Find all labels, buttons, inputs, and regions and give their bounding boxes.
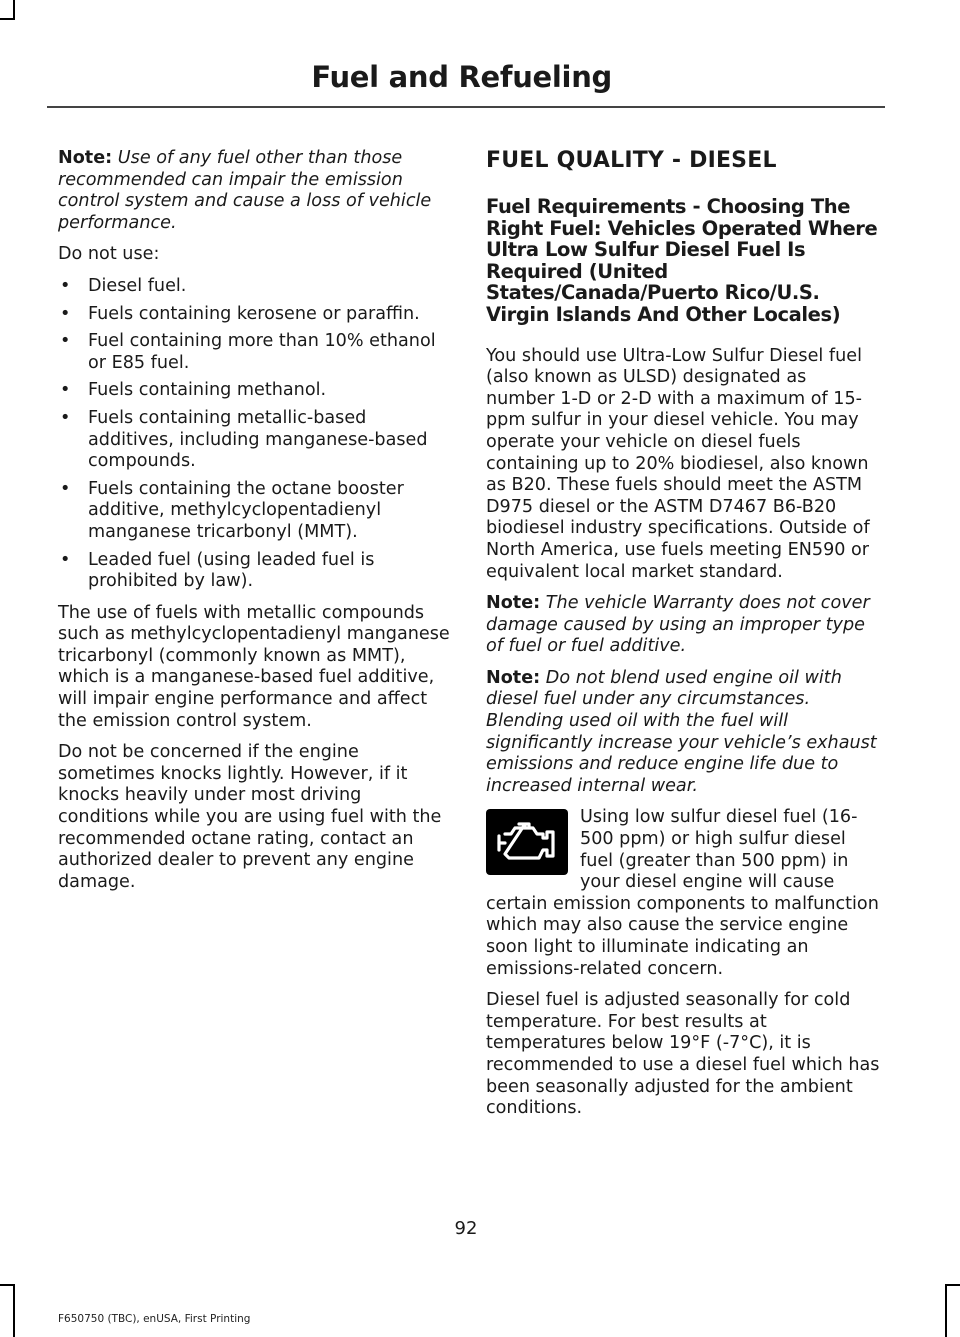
note-paragraph	[486, 593, 880, 658]
crop-mark	[0, 18, 15, 20]
crop-mark	[13, 0, 15, 20]
ulsd-paragraph: You should use Ultra-Low Sulfur Diesel fuel (also known as ULSD) designated as number 1-D or 2-D with a maximum of 15-ppm sulfur in your diesel vehicle. You may operate your vehicle on diesel fuels containing up to 20% biodiesel, also known as B20. These fuels should meet the ASTM D975 diesel or the ASTM D7467 B6-B20 biodiesel industry specifications. Outside of North America, use fuels meeting EN590 or equivalent local market standard.	[486, 345, 870, 582]
note-text: The vehicle Warranty does not cover damage caused by using an improper type of fuel or fuel additive.	[486, 593, 870, 657]
list-item: • Leaded fuel (using leaded fuel is prohibited by law).	[60, 549, 375, 592]
list-item: • Fuel containing more than 10% ethanol or E85 fuel.	[60, 331, 436, 373]
section-heading: FUEL QUALITY - DIESEL	[486, 148, 777, 173]
section-subheading: Fuel Requirements - Choosing The Right Fuel: Vehicles Operated Where Ultra Low Sulfur Diesel Fuel Is Required (United States/Canada/Puerto Rico/U.S. Virgin Islands And Other Locales)	[486, 195, 878, 326]
do-not-use-list	[58, 276, 450, 593]
list-item: • Fuels containing methanol.	[60, 380, 327, 401]
page-number: 92	[454, 1218, 478, 1239]
mmt-paragraph: The use of fuels with metallic compounds such as methylcyclopentadienyl manganese tricarbonyl (commonly known as MMT), which is a manganese-based fuel additive, will impair engine performance and affect the emission control system.	[58, 602, 450, 731]
note-label: Note:	[486, 593, 541, 614]
note-text: Use of any fuel other than those recommended can impair the emission control system and cause a loss of vehicle performance.	[58, 148, 432, 233]
sulfur-paragraph: Using low sulfur diesel fuel (16-500 ppm) or high sulfur diesel fuel (greater than 500 ppm) in your diesel engine will cause certain emission components to malfunction which may also cause the service engine soon light to illuminate indicating an emissions-related concern.	[486, 807, 879, 979]
knock-paragraph: Do not be concerned if the engine sometimes knocks lightly. However, if it knocks heavily under most driving conditions while you are using fuel with the recommended octane rating, contact an authorized dealer to prevent any engine damage.	[58, 742, 442, 892]
do-not-use-label: Do not use:	[58, 244, 160, 265]
list-item: • Fuels containing metallic-based additives, including manganese-based compounds.	[60, 407, 428, 472]
crop-mark	[0, 1284, 15, 1286]
note-paragraph	[58, 148, 450, 234]
seasonal-paragraph: Diesel fuel is adjusted seasonally for cold temperature. For best results at temperatures below 19°F (-7°C), it is recommended to use a diesel fuel which has been seasonally adjusted for the ambient conditions.	[486, 990, 880, 1119]
crop-mark	[13, 1284, 15, 1337]
note-label: Note:	[58, 148, 113, 168]
crop-mark	[945, 1284, 947, 1337]
note-paragraph	[486, 668, 880, 798]
page-title: Fuel and Refueling	[311, 60, 612, 94]
list-item: • Fuels containing the octane booster additive, methylcyclopentadienyl manganese tricarbonyl (MMT).	[60, 478, 404, 542]
note-text: Do not blend used engine oil with diesel fuel under any circumstances. Blending used oil with the fuel will significantly increase your vehicle’s exhaust emissions and reduce engine life due to increased internal wear.	[486, 667, 877, 796]
note-label: Note:	[486, 667, 541, 688]
crop-mark	[945, 1284, 960, 1286]
left-column	[58, 148, 450, 903]
check-engine-icon	[486, 809, 568, 875]
right-column	[486, 148, 880, 1130]
list-item: • Fuels containing kerosene or paraffin.	[60, 303, 420, 324]
list-item: • Diesel fuel.	[60, 275, 187, 296]
footer-text: F650750 (TBC), enUSA, First Printing	[58, 1313, 251, 1325]
header-divider	[47, 106, 885, 108]
